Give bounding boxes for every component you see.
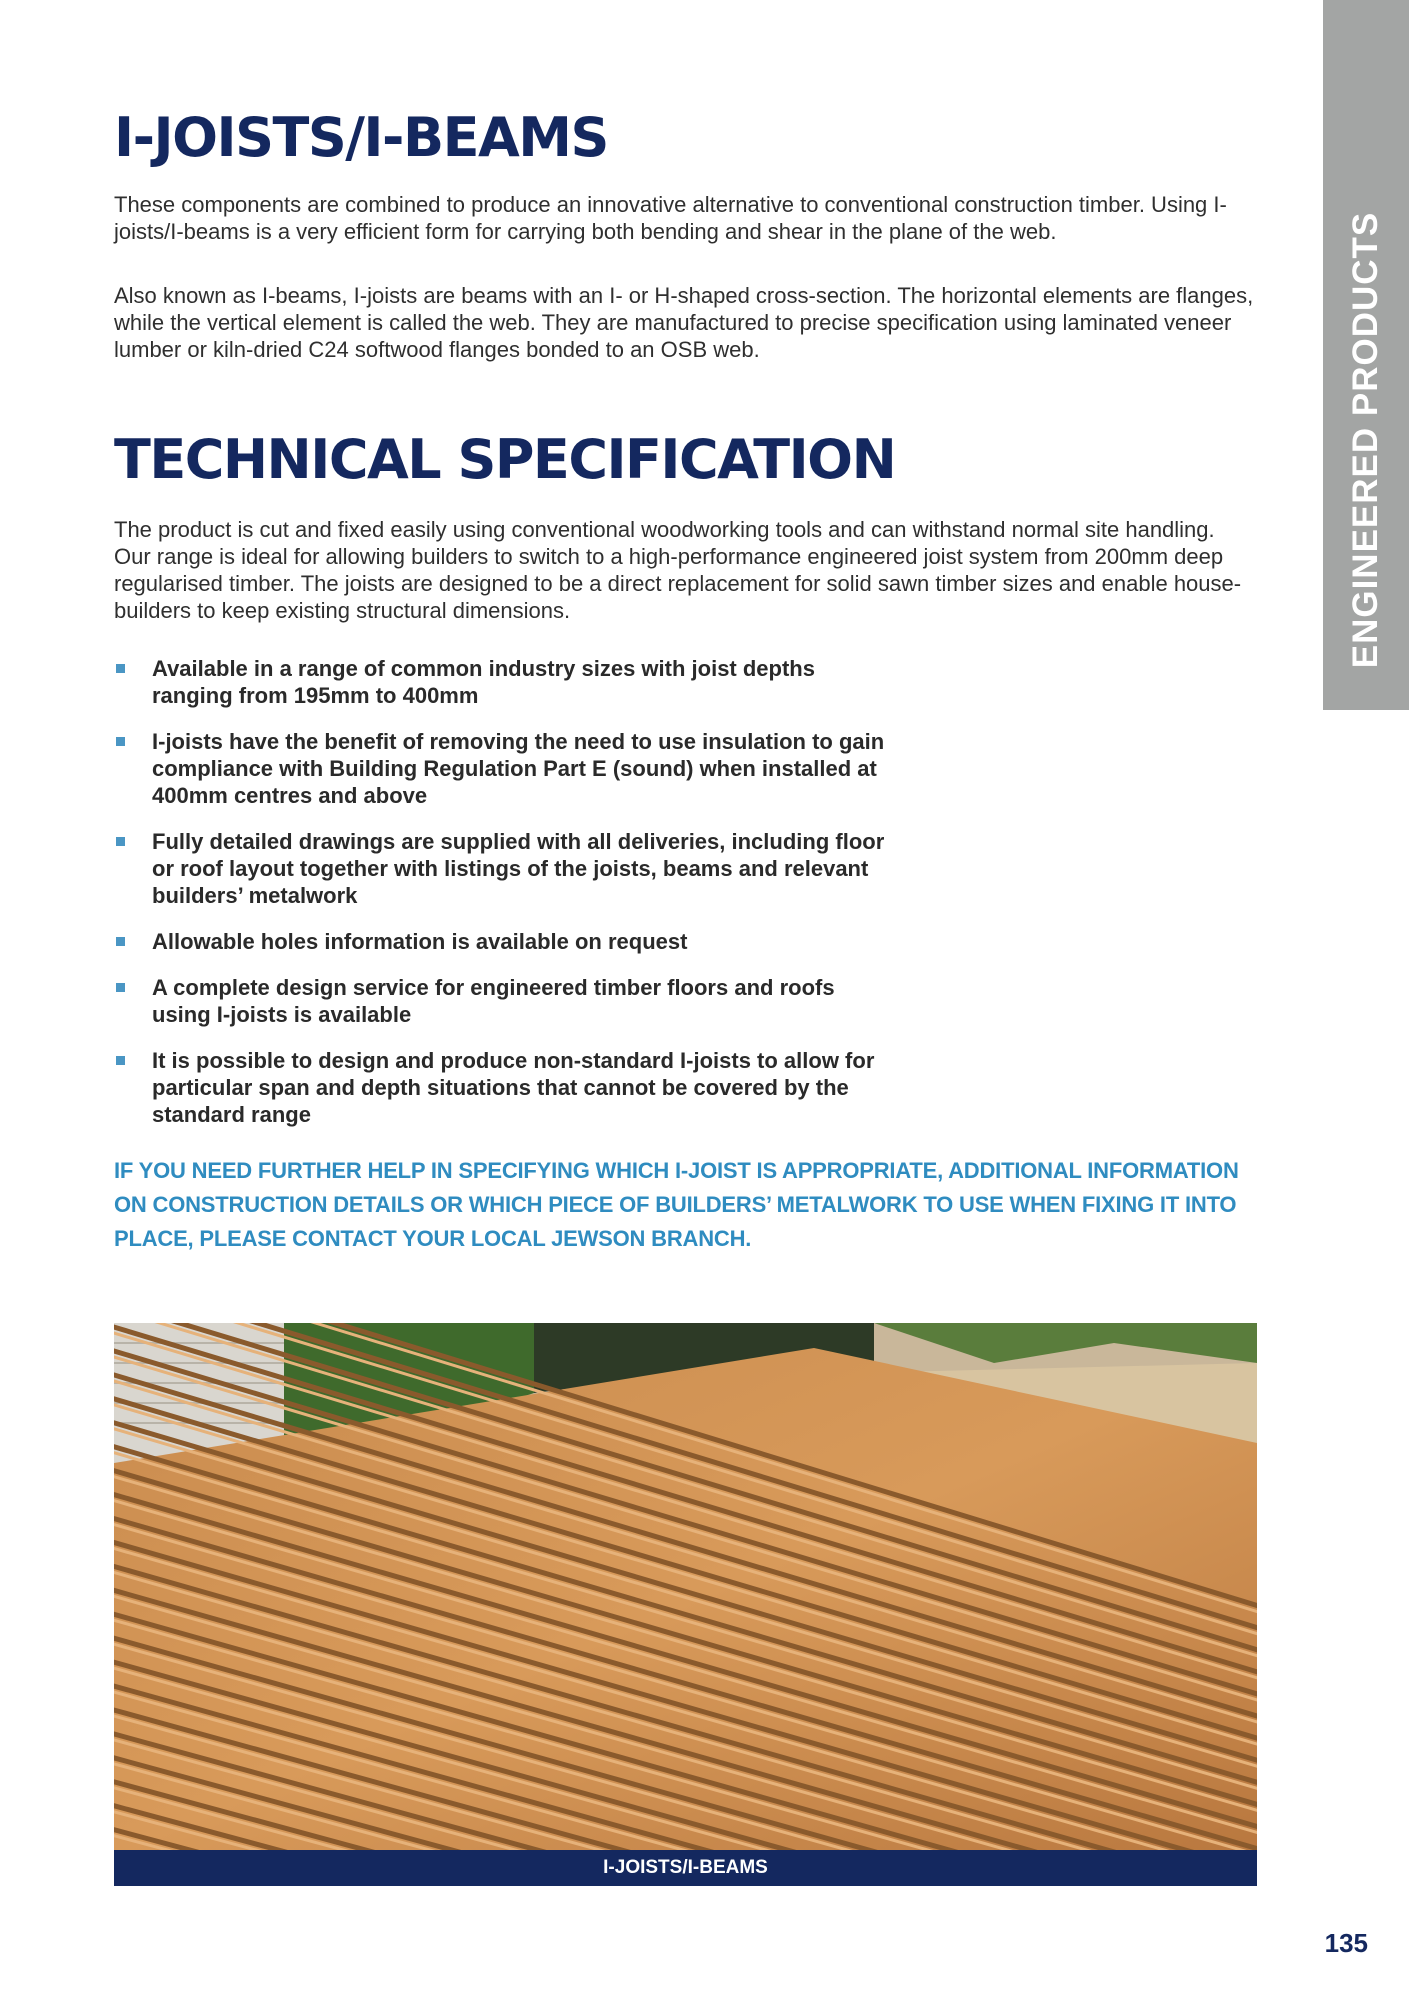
square-bullet-icon — [116, 1056, 125, 1065]
square-bullet-icon — [116, 983, 125, 992]
list-item-text: A complete design service for engineered timber floors and roofs using I-joists is available — [152, 975, 835, 1027]
intro-paragraph-1: These components are combined to produce an innovative alternative to conventional construction timber. Using I-joists/I-beams is a very efficient form for carrying both bending and shear in the plane of the web. — [114, 192, 1227, 244]
list-item-text: It is possible to design and produce non-standard I-joists to allow for particular span and depth situations that cannot be covered by the standard range — [152, 1048, 875, 1127]
ijoist-floor-photo — [114, 1323, 1257, 1850]
intro-paragraph-2: Also known as I-beams, I-joists are beams with an I- or H-shaped cross-section. The horizontal elements are flanges, while the vertical element is called the web. They are manufactured to precise specification using laminated veneer lumber or kiln-dried C24 softwood flanges bonded to an OSB web. — [114, 283, 1254, 362]
section-side-tab-label: ENGINEERED PRODUCTS — [1346, 211, 1385, 669]
technical-paragraph: The product is cut and fixed easily using conventional woodworking tools and can withstand normal site handling. Our range is ideal for allowing builders to switch to a high-performance engineered joist system from 200mm deep regularised timber. The joists are designed to be a direct replacement for solid sawn timber sizes and enable house-builders to keep existing structural dimensions. — [114, 517, 1242, 623]
list-item — [114, 828, 894, 909]
list-item-text: Allowable holes information is available on request — [152, 929, 688, 954]
square-bullet-icon — [116, 837, 125, 846]
section-side-tab — [1323, 0, 1409, 710]
feature-list — [114, 655, 894, 1147]
list-item — [114, 655, 894, 709]
page-title: I-JOISTS/I-BEAMS — [114, 106, 608, 169]
list-item — [114, 974, 894, 1028]
list-item — [114, 928, 894, 955]
page-number: 135 — [1324, 1928, 1368, 1958]
list-item — [114, 728, 894, 809]
square-bullet-icon — [116, 664, 125, 673]
photo-caption: I-JOISTS/I-BEAMS — [114, 1850, 1257, 1886]
list-item-text: Fully detailed drawings are supplied with all deliveries, including floor or roof layout together with listings of the joists, beams and relevant builders’ metalwork — [152, 829, 885, 908]
contact-callout: IF YOU NEED FURTHER HELP IN SPECIFYING WHICH I-JOIST IS APPROPRIATE, ADDITIONAL INFORMATION ON CONSTRUCTION DETAILS OR WHICH PIECE OF BUILDERS’ METALWORK TO USE WHEN FIXING IT INTO PLACE, PLEASE CONTACT YOUR LOCAL JEWSON BRANCH. — [114, 1158, 1239, 1251]
list-item-text: I-joists have the benefit of removing the need to use insulation to gain compliance with Building Regulation Part E (sound) when installed at 400mm centres and above — [152, 729, 885, 808]
list-item — [114, 1047, 894, 1128]
list-item-text: Available in a range of common industry sizes with joist depths ranging from 195mm to 400mm — [152, 656, 815, 708]
square-bullet-icon — [116, 937, 125, 946]
square-bullet-icon — [116, 737, 125, 746]
technical-specification-heading: TECHNICAL SPECIFICATION — [114, 428, 896, 491]
